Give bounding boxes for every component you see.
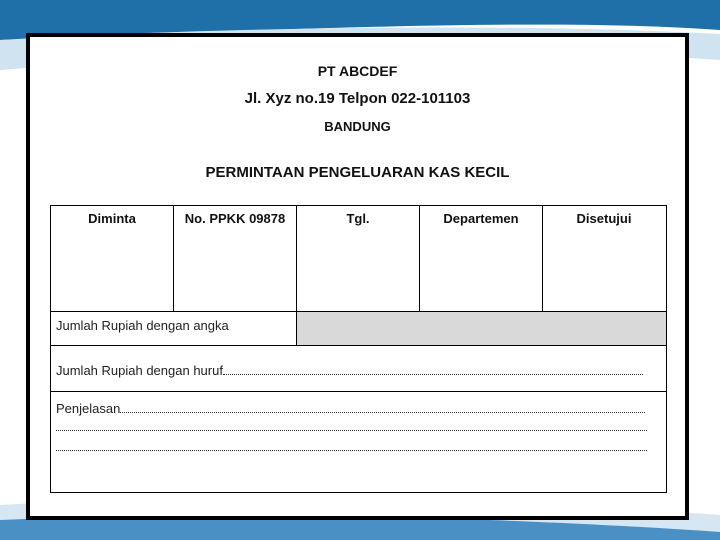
- amount-words-row: [51, 346, 666, 392]
- petty-cash-form-table: [50, 205, 667, 493]
- column-nomor: No. PPKK 09878: [174, 206, 297, 311]
- company-city: BANDUNG: [324, 119, 391, 134]
- document-title: PERMINTAAN PENGELUARAN KAS KECIL: [205, 164, 510, 181]
- company-address: Jl. Xyz no.19 Telpon 022-101103: [244, 90, 471, 107]
- explanation-field-line-2[interactable]: [56, 421, 647, 431]
- amount-numbers-label: Jumlah Rupiah dengan angka: [51, 312, 297, 345]
- explanation-label: Penjelasan: [56, 401, 121, 416]
- explanation-field-line-1[interactable]: [120, 402, 645, 413]
- amount-numbers-field[interactable]: [297, 312, 666, 345]
- form-frame: [26, 33, 689, 520]
- amount-words-label: Jumlah Rupiah dengan huruf: [56, 363, 223, 378]
- column-diminta: Diminta: [51, 206, 174, 311]
- company-name: PT ABCDEF: [317, 63, 398, 79]
- header-columns: [51, 206, 666, 312]
- amount-words-field[interactable]: [223, 364, 643, 375]
- explanation-field-line-3[interactable]: [56, 441, 647, 451]
- explanation-row: [51, 392, 666, 494]
- amount-numbers-row: [51, 312, 666, 346]
- column-departemen: Departemen: [420, 206, 543, 311]
- column-disetujui: Disetujui: [576, 211, 632, 226]
- column-tanggal: Tgl.: [297, 206, 420, 311]
